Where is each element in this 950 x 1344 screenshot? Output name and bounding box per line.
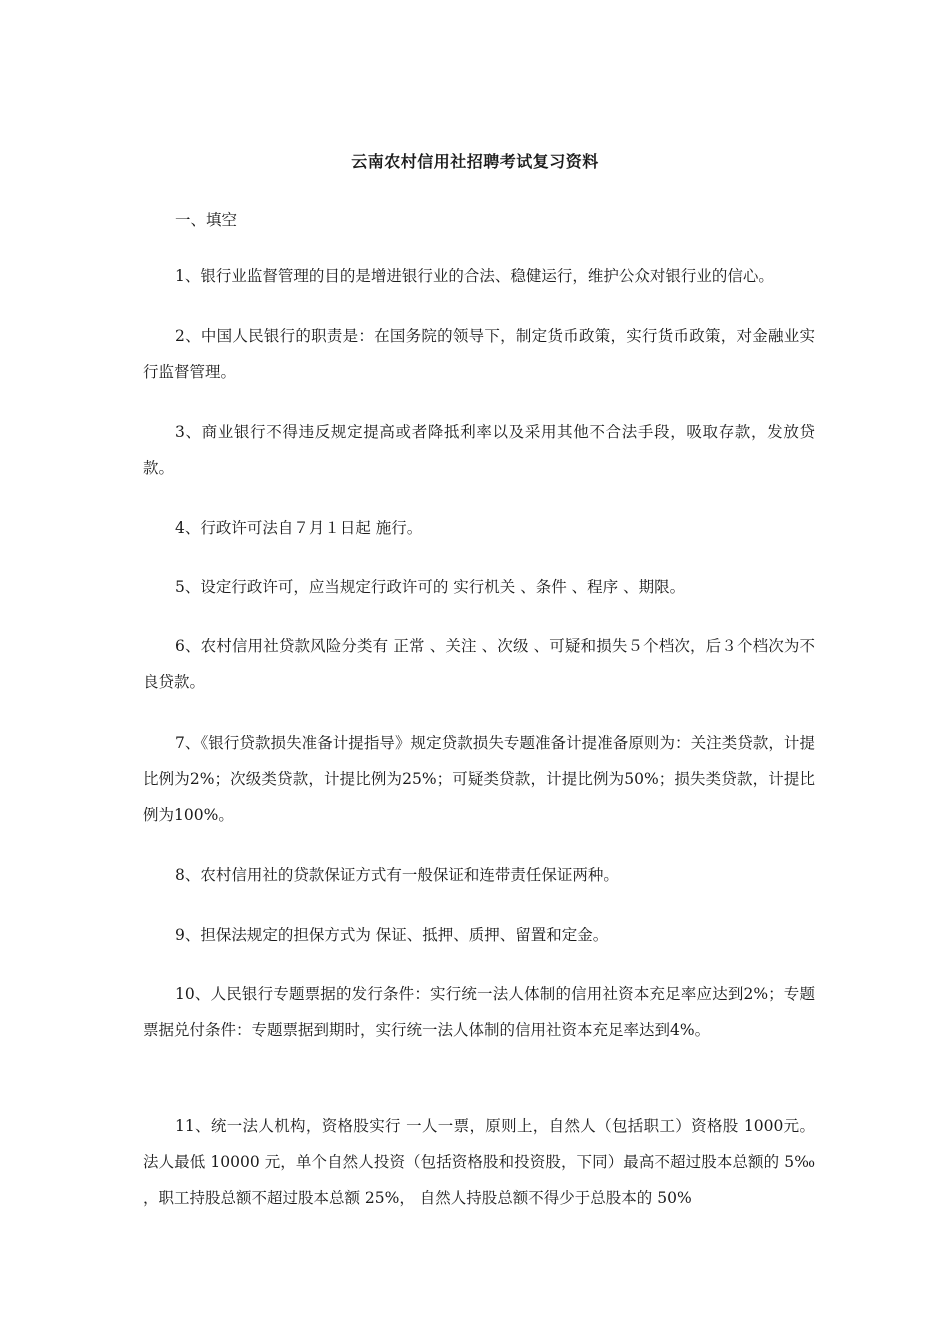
list-item-3: 3、商业银行不得违反规定提高或者降抵利率以及采用其他不合法手段，吸取存款，发放贷款。 bbox=[143, 423, 815, 477]
list-item-8: 8、农村信用社的贷款保证方式有一般保证和连带责任保证两种。 bbox=[175, 866, 619, 884]
list-item-1: 1、银行业监督管理的目的是增进银行业的合法、稳健运行，维护公众对银行业的信心。 bbox=[175, 267, 774, 285]
list-item-2: 2、中国人民银行的职责是：在国务院的领导下，制定货币政策，实行货币政策，对金融业实行监督管理。 bbox=[143, 327, 815, 381]
list-item-5: 5、设定行政许可，应当规定行政许可的 实行机关 、条件 、程序 、期限。 bbox=[175, 578, 686, 596]
list-item-4: 4、行政许可法自７月１日起 施行。 bbox=[175, 519, 423, 537]
list-item-9: 9、担保法规定的担保方式为 保证、抵押、质押、留置和定金。 bbox=[175, 926, 609, 944]
document-title: 云南农村信用社招聘考试复习资料 bbox=[351, 152, 599, 171]
list-item-7: 7、《银行贷款损失准备计提指导》规定贷款损失专题准备计提准备原则为：关注类贷款，计提比例为2%；次级类贷款，计提比例为25%；可疑类贷款，计提比例为50%；损失类贷款，计提比例为100%。 bbox=[143, 734, 815, 824]
list-item-6: 6、农村信用社贷款风险分类有 正常 、关注 、次级 、可疑和损失５个档次，后３个档次为不良贷款。 bbox=[143, 637, 815, 691]
section-heading: 一、填空 bbox=[175, 211, 238, 229]
list-item-10: 10、人民银行专题票据的发行条件：实行统一法人体制的信用社资本充足率应达到2%；专题票据兑付条件：专题票据到期时，实行统一法人体制的信用社资本充足率达到4%。 bbox=[143, 985, 815, 1039]
list-item-11: 11、统一法人机构，资格股实行 一人一票，原则上，自然人（包括职工）资格股 1000元。法人最低 10000 元，单个自然人投资（包括资格股和投资股，下同）最高不超过股本总额的 5‰ ，职工持股总额不超过股本总额 25%， 自然人持股总额不得少于总股本的 50% bbox=[143, 1117, 815, 1207]
